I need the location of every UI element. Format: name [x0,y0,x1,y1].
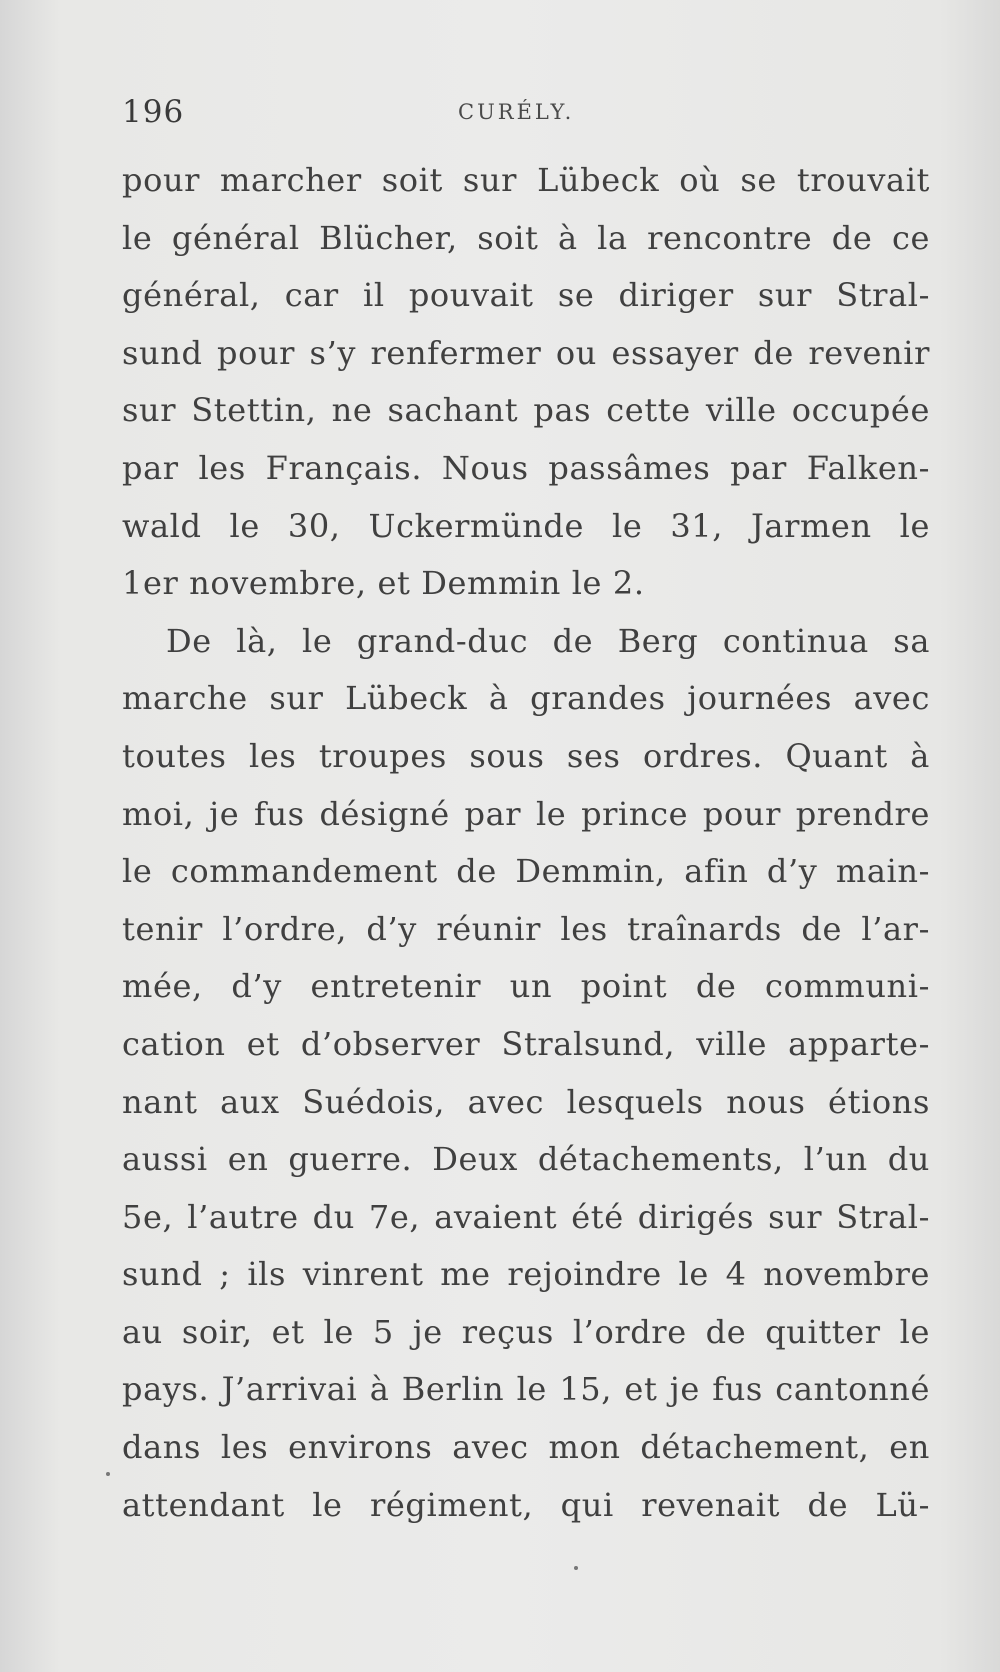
text-line: sund ; ils vinrent me rejoindre le 4 novembre [122,1255,930,1294]
body-text [122,152,930,1534]
text-line: De là, le grand-duc de Berg continua sa [166,621,930,660]
text-line: général, car il pouvait se diriger sur Stral- [122,276,930,315]
paper-speck [106,1472,110,1476]
page-number: 196 [122,94,185,130]
text-line: cation et d’observer Stralsund, ville apparte- [122,1024,930,1063]
text-line: toutes les troupes sous ses ordres. Quant à [122,736,930,775]
text-line: moi, je fus désigné par le prince pour prendre [122,794,930,833]
text-line: mée, d’y entretenir un point de communi- [122,967,930,1006]
text-line: aussi en guerre. Deux détachements, l’un du [122,1140,930,1179]
page-header [122,94,930,138]
text-line: dans les environs avec mon détachement, en [122,1428,930,1467]
text-line: sur Stettin, ne sachant pas cette ville occupée [122,391,930,430]
text-line: par les Français. Nous passâmes par Falken- [122,448,930,487]
text-line: le général Blücher, soit à la rencontre de ce [122,218,930,257]
text-line: 1er novembre, et Demmin le 2. [122,564,645,603]
running-head: CURÉLY. [458,100,575,124]
text-line: nant aux Suédois, avec lesquels nous étions [122,1082,930,1121]
text-line: pour marcher soit sur Lübeck où se trouvait [122,161,930,199]
text-line: marche sur Lübeck à grandes journées avec [122,679,930,718]
paper-speck [574,1566,578,1570]
text-line: pays. J’arrivai à Berlin le 15, et je fus cantonné [122,1370,930,1409]
text-line: sund pour s’y renfermer ou essayer de revenir [122,333,930,372]
text-line: le commandement de Demmin, afin d’y main- [122,852,930,891]
text-line: attendant le régiment, qui revenait de Lü- [122,1485,930,1524]
text-line: 5e, l’autre du 7e, avaient été dirigés sur Stral- [122,1197,930,1236]
text-line: au soir, et le 5 je reçus l’ordre de quitter le [122,1312,930,1351]
text-line: tenir l’ordre, d’y réunir les traînards de l’ar- [122,909,930,948]
text-line: wald le 30, Uckermünde le 31, Jarmen le [122,506,930,545]
